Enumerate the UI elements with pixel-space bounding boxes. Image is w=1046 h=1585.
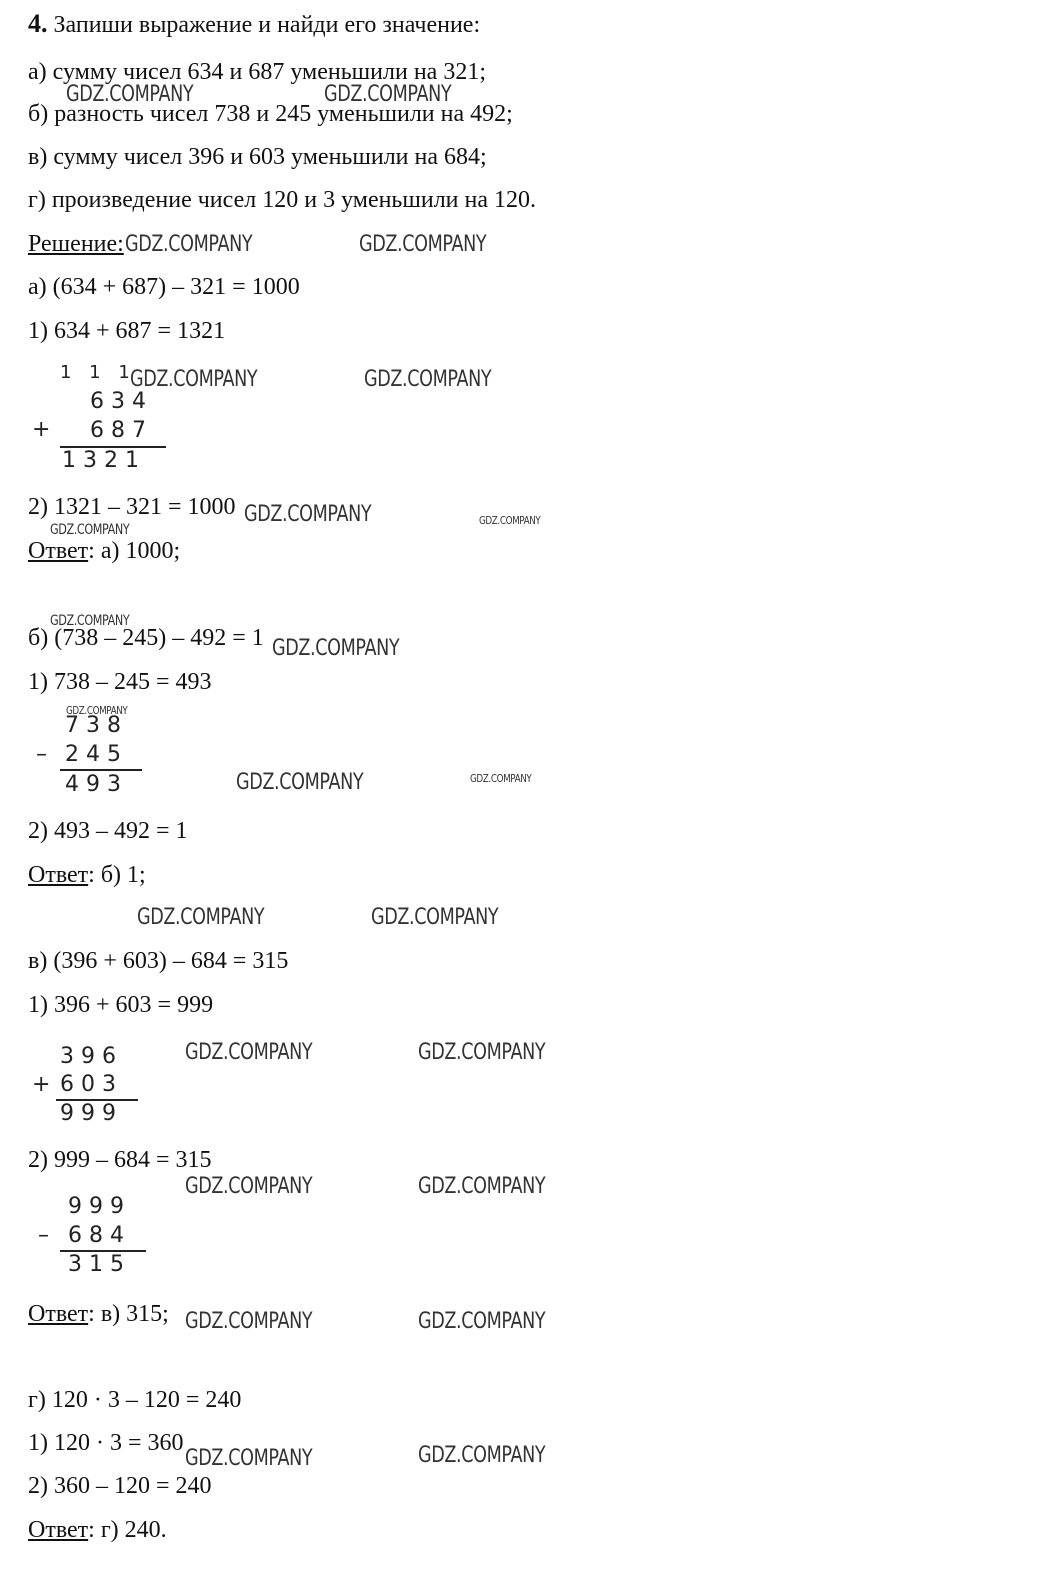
solution-heading: Решение: [28, 231, 124, 257]
part-a-answer [28, 537, 180, 565]
task-number: 4. [28, 9, 48, 38]
part-a-expression: а) (634 + 687) – 321 = 1000 [28, 274, 300, 300]
part-c-answer [28, 1300, 169, 1328]
part-c-expression: в) (396 + 603) – 684 = 315 [28, 948, 289, 974]
watermark: GDZ.COMPANY [185, 1174, 313, 1199]
task-title: Запиши выражение и найди его значение: [53, 12, 481, 38]
watermark: GDZ.COMPANY [50, 613, 130, 629]
column-bottom-operand: 6 0 3 [60, 1072, 116, 1097]
watermark: GDZ.COMPANY [359, 232, 487, 257]
column-bottom-operand: 6 8 7 [90, 418, 146, 443]
column-bottom-operand: 6 8 4 [68, 1223, 124, 1248]
column-top-operand: 6 3 4 [90, 389, 146, 414]
watermark: GDZ.COMPANY [185, 1446, 313, 1471]
watermark: GDZ.COMPANY [236, 770, 364, 795]
watermark: GDZ.COMPANY [479, 514, 541, 527]
part-d-step1: 1) 120 · 3 = 360 [28, 1430, 184, 1456]
watermark: GDZ.COMPANY [418, 1309, 546, 1334]
answer-value: : б) 1; [88, 862, 146, 888]
task-header [28, 10, 480, 39]
part-b-step2: 2) 493 – 492 = 1 [28, 818, 188, 844]
part-b-expression: б) (738 – 245) – 492 = 1 [28, 625, 264, 651]
column-result: 4 9 3 [65, 772, 121, 797]
column-difference-line [60, 769, 142, 771]
column-top-operand: 9 9 9 [68, 1194, 124, 1219]
watermark: GDZ.COMPANY [470, 772, 532, 785]
answer-label: Ответ [28, 1517, 89, 1543]
watermark: GDZ.COMPANY [66, 704, 128, 717]
watermark: GDZ.COMPANY [125, 232, 253, 257]
column-top-operand: 7 3 8 [65, 713, 121, 738]
part-a-step1: 1) 634 + 687 = 1321 [28, 318, 226, 344]
part-b-step1: 1) 738 – 245 = 493 [28, 669, 212, 695]
part-c-step2: 2) 999 – 684 = 315 [28, 1147, 212, 1173]
watermark: GDZ.COMPANY [324, 82, 452, 107]
part-b-answer [28, 861, 146, 889]
answer-value: : в) 315; [88, 1301, 169, 1327]
carry-digits: 1 1 1 [60, 362, 136, 383]
answer-label: Ответ [28, 862, 89, 888]
part-d-expression: г) 120 · 3 – 120 = 240 [28, 1387, 242, 1413]
answer-value: : г) 240. [88, 1517, 167, 1543]
watermark: GDZ.COMPANY [244, 502, 372, 527]
watermark: GDZ.COMPANY [66, 82, 194, 107]
watermark: GDZ.COMPANY [418, 1174, 546, 1199]
task-item-d: г) произведение чисел 120 и 3 уменьшили на 120. [28, 187, 537, 213]
answer-value: : а) 1000; [88, 538, 181, 564]
answer-label: Ответ [28, 538, 89, 564]
watermark: GDZ.COMPANY [371, 905, 499, 930]
watermark: GDZ.COMPANY [272, 636, 400, 661]
watermark: GDZ.COMPANY [50, 522, 130, 538]
part-c-step1: 1) 396 + 603 = 999 [28, 992, 214, 1018]
column-top-operand: 3 9 6 [60, 1044, 116, 1069]
column-operator: + [32, 417, 51, 442]
watermark: GDZ.COMPANY [130, 367, 258, 392]
column-operator: + [32, 1072, 51, 1097]
column-bottom-operand: 2 4 5 [65, 742, 121, 767]
watermark: GDZ.COMPANY [364, 367, 492, 392]
part-a-step2: 2) 1321 – 321 = 1000 [28, 494, 236, 520]
column-result: 1 3 2 1 [62, 448, 139, 473]
watermark: GDZ.COMPANY [418, 1040, 546, 1065]
column-operator: – [36, 742, 47, 767]
answer-label: Ответ [28, 1301, 89, 1327]
column-operator: – [38, 1223, 49, 1248]
part-d-step2: 2) 360 – 120 = 240 [28, 1473, 212, 1499]
task-item-a: а) сумму чисел 634 и 687 уменьшили на 321; [28, 59, 486, 85]
column-result: 9 9 9 [60, 1101, 116, 1126]
task-item-b: б) разность чисел 738 и 245 уменьшили на 492; [28, 101, 513, 127]
watermark: GDZ.COMPANY [137, 905, 265, 930]
column-result: 3 1 5 [68, 1252, 124, 1277]
watermark: GDZ.COMPANY [185, 1040, 313, 1065]
watermark: GDZ.COMPANY [185, 1309, 313, 1334]
part-d-answer [28, 1516, 167, 1544]
watermark: GDZ.COMPANY [418, 1443, 546, 1468]
task-item-c: в) сумму чисел 396 и 603 уменьшили на 684; [28, 144, 487, 170]
